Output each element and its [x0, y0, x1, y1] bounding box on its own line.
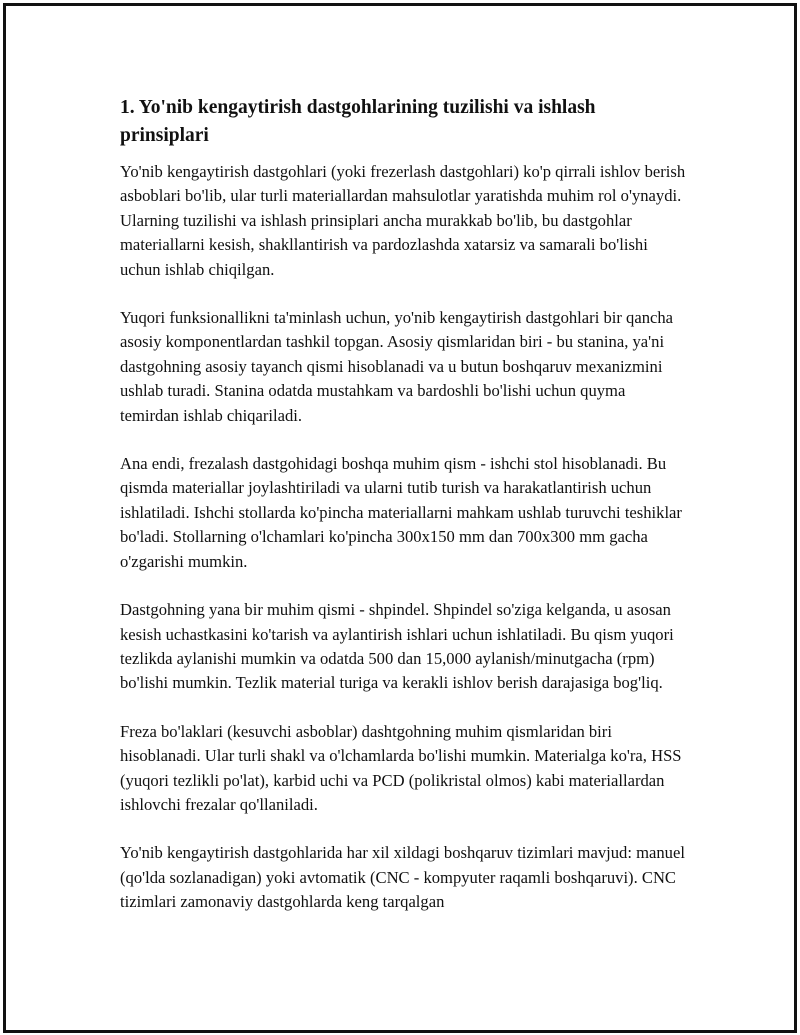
document-body	[120, 94, 686, 939]
paragraph-2: Yuqori funksionallikni ta'minlash uchun, yo'nib kengaytirish dastgohlari bir qancha asosiy komponentlardan tashkil topgan. Asosiy qismlaridan biri - bu stanina, ya'ni dastgohning asosiy tayanch qismi hisoblanadi va u butun boshqaruv mexanizmini ushlab turadi. Stanina odatda mustahkam va bardoshli bo'lishi uchun quyma temirdan ishlab chiqariladi.	[120, 308, 674, 425]
page-frame	[3, 3, 797, 1033]
paragraph-5: Freza bo'laklari (kesuvchi asboblar) dashtgohning muhim qismlaridan biri hisoblanadi. Ular turli shakl va o'lchamlarda bo'lishi mumkin. Materialga ko'ra, HSS (yuqori tezlikli po'lat), karbid uchi va PCD (polikristal olmos) kabi materiallardan ishlovchi frezalar qo'llaniladi.	[120, 721, 682, 814]
paragraph-4: Dastgohning yana bir muhim qismi - shpindel. Shpindel so'ziga kelganda, u asosan kesish uchastkasini ko'tarish va aylantirish ishlari uchun ishlatiladi. Bu qism yuqori tezlikda aylanishi mumkin va odatda 500 dan 15,000 aylanish/minutgacha (rpm) bo'lishi mumkin. Tezlik material turiga va kerakli ishlov berish darajasiga bog'liq.	[120, 600, 674, 693]
section-heading: 1. Yo'nib kengaytirish dastgohlarining tuzilishi va ishlash prinsiplari	[120, 97, 596, 146]
paragraph-3: Ana endi, frezalash dastgohidagi boshqa muhim qism - ishchi stol hisoblanadi. Bu qismda materiallar joylashtiriladi va ularni tutib turish va harakatlantirish uchun ishlatiladi. Ishchi stollarda ko'pincha materiallarni mahkam ushlab turuvchi teshiklar bo'ladi. Stollarning o'lchamlari ko'pincha 300x150 mm dan 700x300 mm gacha o'zgarishi mumkin.	[120, 454, 682, 571]
paragraph-1: Yo'nib kengaytirish dastgohlari (yoki frezerlash dastgohlari) ko'p qirrali ishlov berish asboblari bo'lib, ular turli materiallardan mahsulotlar yaratishda muhim rol o'ynaydi. Ularning tuzilishi va ishlash prinsiplari ancha murakkab bo'lib, bu dastgohlar materiallarni kesish, shakllantirish va pardozlashda xatarsiz va samarali bo'lishi uchun ishlab chiqilgan.	[120, 162, 686, 279]
paragraph-6: Yo'nib kengaytirish dastgohlarida har xil xildagi boshqaruv tizimlari mavjud: manuel (qo'lda sozlanadigan) yoki avtomatik (CNC - kompyuter raqamli boshqaruvi). CNC tizimlari zamonaviy dastgohlarda keng tarqalgan	[120, 843, 685, 912]
